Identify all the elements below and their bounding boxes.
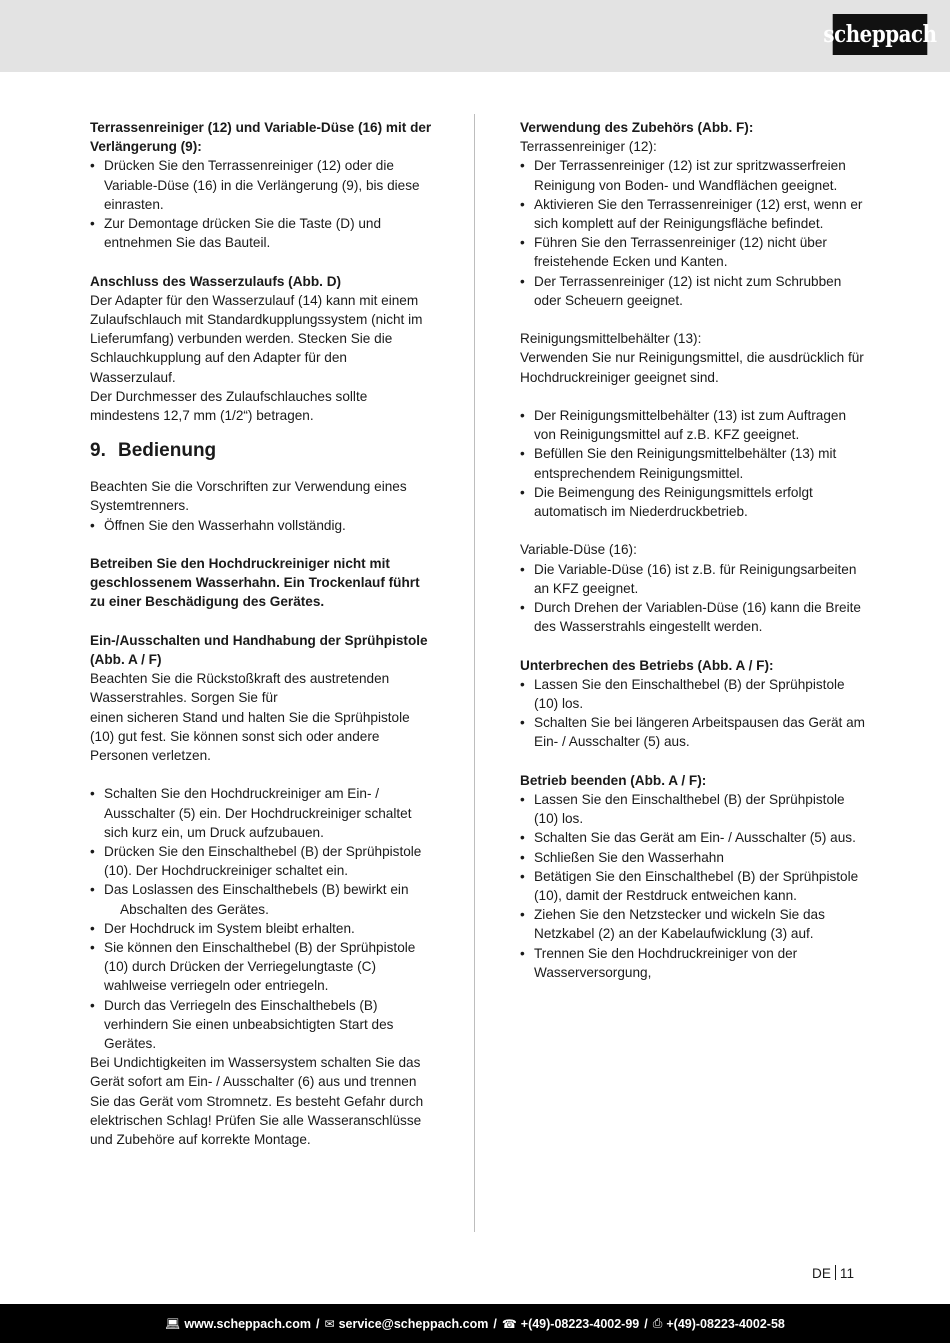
- page-number-separator: [835, 1265, 836, 1280]
- bullet-list: [90, 919, 435, 1053]
- paragraph: Beachten Sie die Vorschriften zur Verwendung eines Systemtrenners.: [90, 479, 407, 514]
- bullet-list: [90, 156, 435, 252]
- bullet-list: [90, 784, 435, 899]
- list-item: • Öffnen Sie den Wasserhahn vollständig.: [90, 516, 435, 535]
- list-item: • Schließen Sie den Wasserhahn: [520, 848, 865, 867]
- bullet-list: [90, 516, 435, 535]
- mail-icon: ✉︎: [324, 1316, 335, 1331]
- fax-icon: ⎙: [652, 1316, 663, 1330]
- list-item: • Ziehen Sie den Netzstecker und wickeln Sie das Netzkabel (2) an der Kabelaufwicklung (3) auf.: [520, 905, 865, 943]
- chapter-title: [90, 439, 435, 463]
- footer-separator: /: [316, 1316, 320, 1331]
- subheading: Reinigungsmittelbehälter (13):: [520, 331, 702, 347]
- list-item: • Aktivieren Sie den Terrassenreiniger (12) erst, wenn er sich komplett auf der Reinigungsfläche befindet.: [520, 195, 865, 233]
- paragraph: Der Durchmesser des Zulaufschlauches sollte mindestens 12,7 mm (1/2“) betragen.: [90, 388, 368, 424]
- subheading: Terrassenreiniger (12):: [520, 139, 657, 155]
- list-item: • Sie können den Einschalthebel (B) der Sprühpistole (10) durch Drücken der Verriegelungtaste (C) wahlweise verriegeln oder entriegeln.: [90, 938, 435, 996]
- list-item: • Der Hochdruck im System bleibt erhalten.: [90, 919, 435, 938]
- phone-icon: ☎︎: [501, 1316, 517, 1331]
- section-heading: Betrieb beenden (Abb. A / F):: [520, 772, 707, 788]
- language-code: DE: [812, 1266, 831, 1281]
- right-column: [520, 118, 865, 982]
- list-item: • Drücken Sie den Einschalthebel (B) der Sprühpistole (10). Der Hochdruckreiniger schaltet ein.: [90, 842, 435, 880]
- list-item: • Das Loslassen des Einschalthebels (B) bewirkt ein: [90, 880, 435, 899]
- section-heading: Terrassenreiniger (12) und Variable-Düse (16) mit der Verlängerung (9):: [90, 120, 432, 155]
- footer-website-link[interactable]: www.scheppach.com: [184, 1316, 312, 1331]
- bullet-list: [520, 406, 865, 521]
- footer-separator: /: [493, 1316, 497, 1331]
- page-number-value: 11: [839, 1266, 855, 1281]
- bullet-list: [520, 156, 865, 310]
- brand-logo: scheppach: [833, 14, 928, 55]
- section-heading: Ein-/Ausschalten und Handhabung der Sprühpistole (Abb. A / F): [90, 632, 428, 668]
- paragraph: Beachten Sie die Rückstoßkraft des austretenden Wasserstrahles. Sorgen Sie für: [90, 671, 390, 706]
- footer-phone: +(49)-08223-4002-99: [520, 1316, 640, 1331]
- list-item: • Der Terrassenreiniger (12) ist nicht zum Schrubben oder Scheuern geeignet.: [520, 272, 865, 310]
- list-item: • Drücken Sie den Terrassenreiniger (12) oder die Variable-Düse (16) in die Verlängerung (9), bis diese einrasten.: [90, 156, 435, 214]
- list-item: • Führen Sie den Terrassenreiniger (12) nicht über freistehende Ecken und Kanten.: [520, 233, 865, 271]
- footer-email-link[interactable]: service@scheppach.com: [338, 1316, 489, 1331]
- list-item: • Schalten Sie das Gerät am Ein- / Ausschalter (5) aus.: [520, 828, 865, 847]
- paragraph: Verwenden Sie nur Reinigungsmittel, die ausdrücklich für Hochdruckreiniger geeignet sind.: [520, 350, 864, 385]
- footer-bar: [0, 1304, 950, 1343]
- header-bar: [0, 0, 950, 72]
- bullet-list: [520, 675, 865, 752]
- column-divider: [474, 114, 475, 1232]
- list-item: • Durch das Verriegeln des Einschalthebels (B) verhindern Sie einen unbeabsichtigten Start des Gerätes.: [90, 996, 435, 1054]
- paragraph: einen sicheren Stand und halten Sie die Sprühpistole (10) gut fest. Sie können sonst sich oder andere Personen verletzen.: [90, 709, 410, 764]
- section-heading: Unterbrechen des Betriebs (Abb. A / F):: [520, 657, 774, 673]
- list-item: • Durch Drehen der Variablen-Düse (16) kann die Breite des Wasserstrahls eingestellt werden.: [520, 598, 865, 636]
- chapter-title-text: Bedienung: [118, 440, 217, 462]
- list-item: • Schalten Sie bei längeren Arbeitspausen das Gerät am Ein- / Ausschalter (5) aus.: [520, 713, 865, 751]
- list-item: • Der Terrassenreiniger (12) ist zur spritzwasserfreien Reinigung von Boden- und Wandflächen geeignet.: [520, 156, 865, 194]
- list-item: • Befüllen Sie den Reinigungsmittelbehälter (13) mit entsprechendem Reinigungsmittel.: [520, 444, 865, 482]
- list-item-continuation: Abschalten des Gerätes.: [120, 901, 269, 917]
- paragraph: Bei Undichtigkeiten im Wassersystem schalten Sie das Gerät sofort am Ein- / Ausschalter (6) aus und trennen Sie das Gerät vom Stromnetz. Es besteht Gefahr durch elektrischen Schlag! Prüfen Sie alle Wasseranschlüsse und Zubehöre auf korrekte Montage.: [90, 1055, 424, 1148]
- list-item: • Die Variable-Düse (16) ist z.B. für Reinigungsarbeiten an KFZ geeignet.: [520, 560, 865, 598]
- chapter-number: 9.: [90, 440, 106, 462]
- computer-icon: 💻︎: [165, 1316, 181, 1331]
- list-item: • Lassen Sie den Einschalthebel (B) der Sprühpistole (10) los.: [520, 675, 865, 713]
- list-item: • Die Beimengung des Reinigungsmittels erfolgt automatisch im Niederdruckbetrieb.: [520, 483, 865, 521]
- page-number: [812, 1265, 854, 1283]
- warning-text: Betreiben Sie den Hochdruckreiniger nicht mit geschlossenem Wasserhahn. Ein Trockenlauf führt zu einer Beschädigung des Gerätes.: [90, 556, 420, 610]
- list-item: • Trennen Sie den Hochdruckreiniger von der Wasserversorgung,: [520, 944, 865, 982]
- list-item: • Der Reinigungsmittelbehälter (13) ist zum Auftragen von Reinigungsmittel auf z.B. KFZ geeignet.: [520, 406, 865, 444]
- list-item: • Schalten Sie den Hochdruckreiniger am Ein- / Ausschalter (5) ein. Der Hochdruckreiniger schaltet sich kurz ein, um Druck aufzubauen.: [90, 784, 435, 842]
- left-column: [90, 118, 435, 1149]
- section-heading: Verwendung des Zubehörs (Abb. F):: [520, 120, 754, 135]
- subheading: Variable-Düse (16):: [520, 542, 637, 558]
- section-heading: Anschluss des Wasserzulaufs (Abb. D): [90, 273, 342, 289]
- bullet-list: [520, 560, 865, 637]
- list-item: • Lassen Sie den Einschalthebel (B) der Sprühpistole (10) los.: [520, 790, 865, 828]
- list-item: • Zur Demontage drücken Sie die Taste (D) und entnehmen Sie das Bauteil.: [90, 214, 435, 252]
- footer-separator: /: [644, 1316, 648, 1331]
- list-item: • Betätigen Sie den Einschalthebel (B) der Sprühpistole (10), damit der Restdruck entweichen kann.: [520, 867, 865, 905]
- bullet-list: [520, 790, 865, 982]
- footer-fax: +(49)-08223-4002-58: [666, 1316, 785, 1331]
- paragraph: Der Adapter für den Wasserzulauf (14) kann mit einem Zulaufschlauch mit Standardkupplungssystem (nicht im Lieferumfang) verbunden werden. Stecken Sie die Schlauchkupplung auf den Adapter für den Wasserzulauf.: [90, 292, 423, 385]
